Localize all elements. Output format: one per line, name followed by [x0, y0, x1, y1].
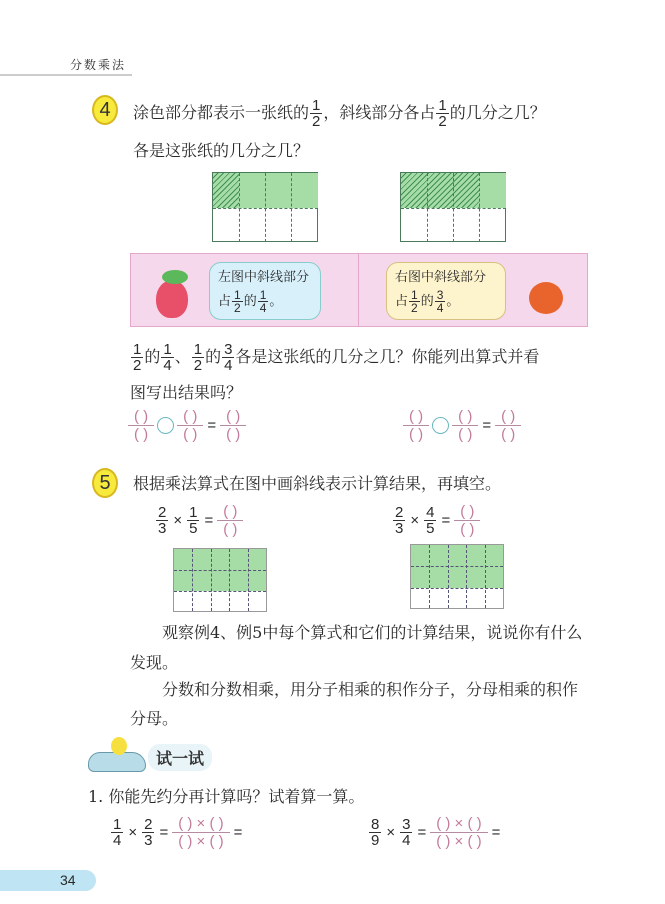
fraction: $\frac{1}{2}$ — [438, 97, 447, 130]
blank-equation-right: ( ) ( ) ( ) ( ) = ( ) ( ) — [403, 408, 521, 443]
right-paper-diagram — [400, 172, 506, 242]
blank-fraction[interactable]: ( ) × ( ) ( ) × ( ) — [430, 815, 487, 850]
blank-fraction[interactable]: ( ) ( ) — [403, 408, 429, 443]
ex5-equation-right: $\frac{2}{3}$ × $\frac{4}{5}$ = ( ) ( ) — [392, 503, 480, 538]
try-it-heading: 试一试 — [148, 744, 212, 771]
blank-fraction[interactable]: ( ) ( ) — [128, 408, 154, 443]
ex4-question-line2: 各是这张纸的几分之几？ — [133, 141, 310, 160]
tomato-character-icon — [529, 282, 563, 314]
blank-fraction[interactable]: ( ) ( ) — [217, 503, 243, 538]
text: ，斜线部分各占 — [323, 103, 436, 122]
example-4-badge: 4 — [92, 95, 118, 125]
fraction: $\frac{1}{2}$ — [312, 97, 321, 130]
blank-fraction[interactable]: ( ) ( ) — [177, 408, 203, 443]
ex4-followup-question: $\frac{1}{2}$ 的 $\frac{1}{4}$ 、 $\frac{1}{2}$ 的 $\frac{3}{4}$ 各是这张纸的几分之几？你能列出算式并看 — [133, 341, 540, 374]
header — [0, 56, 132, 76]
example-5-badge: 5 — [92, 468, 118, 498]
ex5-left-grid[interactable] — [173, 548, 267, 612]
blank-fraction[interactable]: ( ) ( ) — [220, 408, 246, 443]
chapter-title: 分数乘法 — [70, 58, 127, 72]
ex4-followup-line2: 图写出结果吗？ — [130, 383, 243, 402]
ex5-equation-left: $\frac{2}{3}$ × $\frac{1}{5}$ = ( ) ( ) — [155, 503, 243, 538]
blank-fraction[interactable]: ( ) ( ) — [495, 408, 521, 443]
right-speech-bubble — [386, 262, 506, 320]
blank-fraction[interactable]: ( ) ( ) — [454, 503, 480, 538]
bubble-text: 占 $\frac{1}{2}$ 的 $\frac{1}{4}$ 。 — [218, 288, 283, 315]
car-mascot-icon — [88, 752, 146, 772]
radish-character-icon — [156, 280, 188, 318]
rule-paragraph-line2: 分母。 — [130, 709, 179, 728]
try-question-1: 1. 你能先约分再计算吗？试着算一算。 — [88, 787, 365, 806]
page-number: 34 — [60, 872, 76, 888]
bubble-text: 左图中斜线部分 — [218, 270, 310, 285]
observation-paragraph-line1: 观察例4、例5中每个算式和它们的计算结果，说说你有什么 — [162, 623, 583, 642]
dialogue-panel — [130, 253, 588, 327]
text: 涂色部分都表示一张纸的 — [133, 103, 310, 122]
blank-fraction[interactable]: ( ) ( ) — [452, 408, 478, 443]
ex5-instruction: 根据乘法算式在图中画斜线表示计算结果，再填空。 — [133, 474, 502, 493]
try-equation-right: $\frac{8}{9}$ × $\frac{3}{4}$ = ( ) × ( ) ( ) × ( ) = — [371, 815, 501, 850]
page-number-tab — [0, 870, 96, 891]
blank-equation-left: ( ) ( ) ( ) ( ) = ( ) ( ) — [128, 408, 246, 443]
rule-paragraph-line1: 分数和分数相乘，用分子相乘的积作分子，分母相乘的积作 — [162, 680, 579, 699]
bubble-text: 占 $\frac{1}{2}$ 的 $\frac{3}{4}$ 。 — [395, 288, 460, 315]
left-paper-diagram — [212, 172, 318, 242]
ex4-question-line1 — [133, 98, 546, 129]
left-speech-bubble — [209, 262, 321, 320]
ex5-right-grid[interactable] — [410, 544, 504, 609]
text: 的几分之几？ — [449, 103, 546, 122]
operator-circle-blank[interactable] — [157, 417, 174, 434]
operator-circle-blank[interactable] — [432, 417, 449, 434]
observation-paragraph-line2: 发现。 — [130, 653, 179, 672]
try-equation-left: $\frac{1}{4}$ × $\frac{2}{3}$ = ( ) × ( ) ( ) × ( ) = — [113, 815, 243, 850]
blank-fraction[interactable]: ( ) × ( ) ( ) × ( ) — [172, 815, 229, 850]
bubble-text: 右图中斜线部分 — [395, 270, 487, 285]
